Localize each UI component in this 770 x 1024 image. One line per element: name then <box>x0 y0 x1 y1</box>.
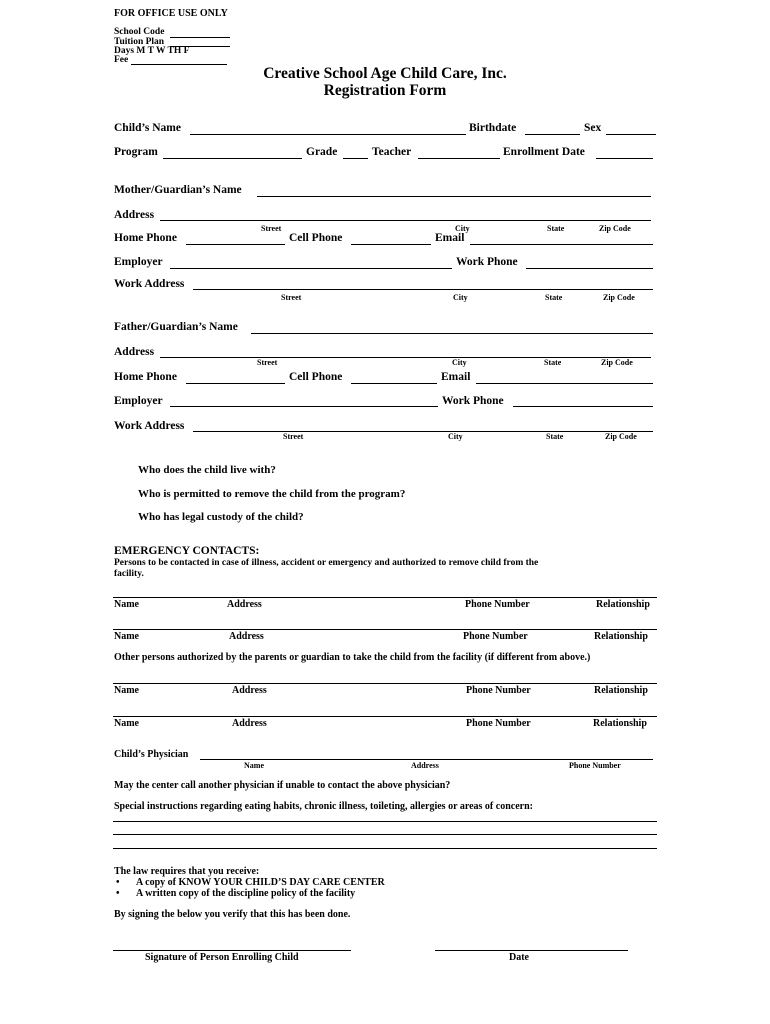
law-item-2: A written copy of the discipline policy of the facility <box>136 888 356 899</box>
date-field[interactable] <box>435 950 628 951</box>
mother-work-street-caption: Street <box>281 293 302 302</box>
emergency-row-1-phone: Phone Number <box>465 599 530 610</box>
father-name-label: Father/Guardian’s Name <box>114 321 238 333</box>
father-city-caption: City <box>452 358 467 367</box>
emergency-row-2-line[interactable] <box>113 629 657 630</box>
father-home-phone-label: Home Phone <box>114 371 177 383</box>
father-email-field[interactable] <box>476 383 653 384</box>
birthdate-field[interactable] <box>525 134 580 135</box>
father-home-phone-field[interactable] <box>186 383 285 384</box>
emergency-row-1-address: Address <box>227 599 262 610</box>
mother-work-address-field[interactable] <box>193 289 653 290</box>
father-state-caption: State <box>544 358 562 367</box>
mother-employer-label: Employer <box>114 256 163 268</box>
mother-work-phone-field[interactable] <box>526 268 653 269</box>
enrollment-date-label: Enrollment Date <box>503 146 585 158</box>
mother-employer-field[interactable] <box>170 268 452 269</box>
childs-name-label: Child’s Name <box>114 122 181 134</box>
lives-with-question: Who does the child live with? <box>138 464 276 476</box>
mother-work-state-caption: State <box>545 293 563 302</box>
father-work-street-caption: Street <box>283 432 304 441</box>
emergency-row-1-line[interactable] <box>113 597 657 598</box>
physician-phone-caption: Phone Number <box>569 761 621 770</box>
signature-caption: Signature of Person Enrolling Child <box>145 952 299 963</box>
emergency-row-2-phone: Phone Number <box>463 631 528 642</box>
mother-home-phone-field[interactable] <box>186 244 285 245</box>
birthdate-label: Birthdate <box>469 122 517 134</box>
mother-street-caption: Street <box>261 224 282 233</box>
sex-field[interactable] <box>606 134 656 135</box>
other-row-2-name: Name <box>114 718 139 729</box>
special-line-2[interactable] <box>113 834 657 835</box>
enrollment-date-field[interactable] <box>596 158 653 159</box>
bullet-icon: • <box>116 877 120 888</box>
physician-field[interactable] <box>200 759 653 760</box>
other-row-1-relationship: Relationship <box>594 685 648 696</box>
father-work-state-caption: State <box>546 432 564 441</box>
mother-email-field[interactable] <box>470 244 653 245</box>
other-row-1-line[interactable] <box>113 683 657 684</box>
special-line-1[interactable] <box>113 821 657 822</box>
tuition-plan-label: Tuition Plan <box>114 37 165 47</box>
law-intro: The law requires that you receive: <box>114 866 260 877</box>
teacher-label: Teacher <box>372 146 412 158</box>
other-row-1-address: Address <box>232 685 267 696</box>
mother-cell-phone-field[interactable] <box>351 244 431 245</box>
other-row-1-phone: Phone Number <box>466 685 531 696</box>
father-employer-field[interactable] <box>170 406 438 407</box>
emergency-heading: EMERGENCY CONTACTS: <box>114 545 260 557</box>
custody-question: Who has legal custody of the child? <box>138 511 304 523</box>
teacher-field[interactable] <box>418 158 500 159</box>
other-persons-text: Other persons authorized by the parents or guardian to take the child from the facility (if different from above.) <box>114 652 591 663</box>
sex-label: Sex <box>584 122 602 134</box>
office-heading: FOR OFFICE USE ONLY <box>114 8 228 19</box>
signature-field[interactable] <box>113 950 351 951</box>
another-physician-question: May the center call another physician if unable to contact the above physician? <box>114 780 451 791</box>
father-street-caption: Street <box>257 358 278 367</box>
bullet-icon: • <box>116 888 120 899</box>
special-line-3[interactable] <box>113 848 657 849</box>
father-email-label: Email <box>441 371 471 383</box>
emergency-row-1-name: Name <box>114 599 139 610</box>
date-caption: Date <box>509 952 529 963</box>
special-instructions-label: Special instructions regarding eating habits, chronic illness, toileting, allergies or areas of concern: <box>114 801 533 812</box>
form-subtitle: Registration Form <box>323 82 447 99</box>
days-label: Days M T W TH F <box>114 46 190 56</box>
physician-label: Child’s Physician <box>114 749 189 760</box>
physician-address-caption: Address <box>411 761 439 770</box>
emergency-desc-line2: facility. <box>114 569 144 579</box>
program-label: Program <box>114 146 158 158</box>
school-code-label: School Code <box>114 27 165 37</box>
emergency-row-2-address: Address <box>229 631 264 642</box>
mother-address-label: Address <box>114 209 155 221</box>
other-row-1-name: Name <box>114 685 139 696</box>
physician-name-caption: Name <box>244 761 264 770</box>
father-address-field[interactable] <box>160 357 651 358</box>
father-work-phone-field[interactable] <box>513 406 653 407</box>
mother-zip-caption: Zip Code <box>599 224 631 233</box>
program-field[interactable] <box>163 158 302 159</box>
mother-address-field[interactable] <box>160 220 651 221</box>
grade-label: Grade <box>306 146 338 158</box>
father-employer-label: Employer <box>114 395 163 407</box>
mother-work-address-label: Work Address <box>114 278 185 290</box>
mother-work-phone-label: Work Phone <box>456 256 518 268</box>
father-work-city-caption: City <box>448 432 463 441</box>
grade-field[interactable] <box>343 158 368 159</box>
other-row-2-phone: Phone Number <box>466 718 531 729</box>
mother-cell-phone-label: Cell Phone <box>289 232 343 244</box>
other-row-2-relationship: Relationship <box>593 718 647 729</box>
other-row-2-address: Address <box>232 718 267 729</box>
mother-work-city-caption: City <box>453 293 468 302</box>
fee-label: Fee <box>114 55 129 65</box>
childs-name-field[interactable] <box>190 134 466 135</box>
emergency-desc-line1: Persons to be contacted in case of illness, accident or emergency and authorized to remove child from the <box>114 558 539 568</box>
father-work-address-field[interactable] <box>193 431 653 432</box>
mother-state-caption: State <box>547 224 565 233</box>
mother-name-label: Mother/Guardian’s Name <box>114 184 242 196</box>
father-work-phone-label: Work Phone <box>442 395 504 407</box>
mother-home-phone-label: Home Phone <box>114 232 177 244</box>
emergency-row-2-relationship: Relationship <box>594 631 648 642</box>
law-item-1: A copy of KNOW YOUR CHILD’S DAY CARE CENTER <box>136 877 385 888</box>
verify-text: By signing the below you verify that this has been done. <box>114 909 351 920</box>
school-code-field[interactable] <box>170 37 230 38</box>
father-address-label: Address <box>114 346 155 358</box>
mother-name-field[interactable] <box>257 196 651 197</box>
father-cell-phone-label: Cell Phone <box>289 371 343 383</box>
father-zip-caption: Zip Code <box>601 358 633 367</box>
mother-city-caption: City <box>455 224 470 233</box>
other-row-2-line[interactable] <box>113 716 657 717</box>
emergency-row-1-relationship: Relationship <box>596 599 650 610</box>
form-title: Creative School Age Child Care, Inc. <box>263 65 507 82</box>
father-name-field[interactable] <box>251 333 653 334</box>
father-work-zip-caption: Zip Code <box>605 432 637 441</box>
permitted-question: Who is permitted to remove the child from the program? <box>138 488 406 500</box>
father-cell-phone-field[interactable] <box>351 383 437 384</box>
father-work-address-label: Work Address <box>114 420 185 432</box>
mother-email-label: Email <box>435 232 465 244</box>
emergency-row-2-name: Name <box>114 631 139 642</box>
mother-work-zip-caption: Zip Code <box>603 293 635 302</box>
